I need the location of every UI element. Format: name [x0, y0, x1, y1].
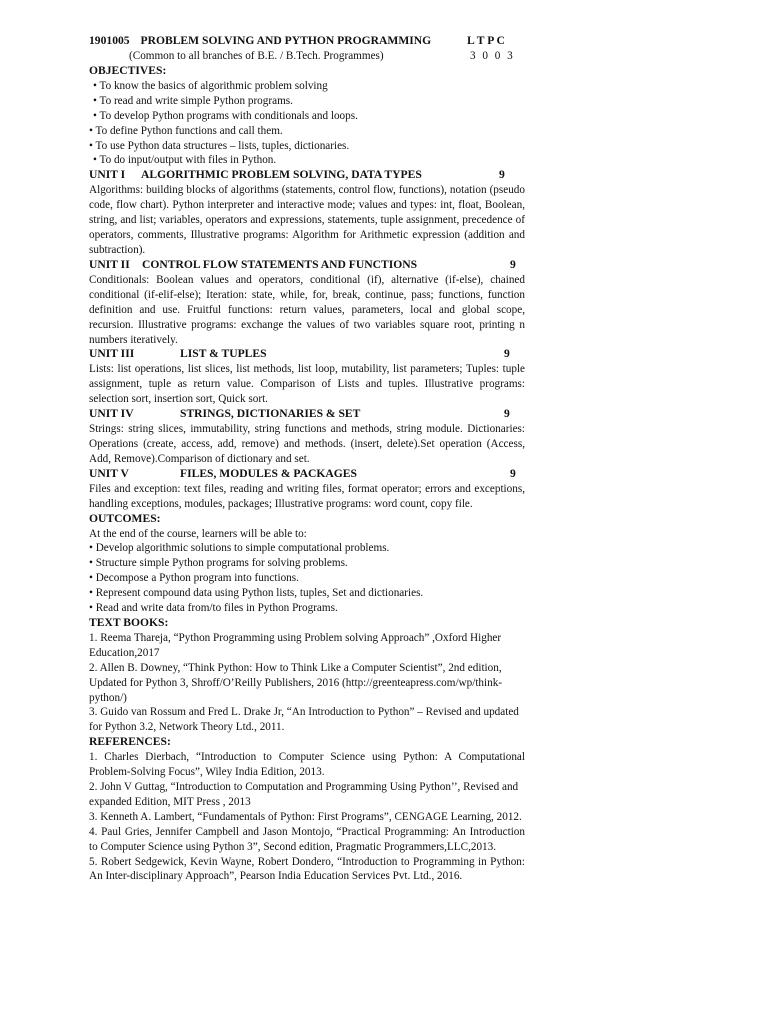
outcomes-intro: At the end of the course, learners will be able to:: [89, 527, 307, 540]
unit-number: UNIT V: [89, 466, 129, 480]
course-header: [89, 34, 525, 49]
unit-body: Conditionals: Boolean values and operators, conditional (if), alternative (if-else), chained conditional (if-elif-else); Iteration: state, while, for, break, continue, pass; functions, function definition and use. Fruitful functions: return values, parameters, local and global scope, recursion. Illustrative programs: exchange the values of two variables square root, printing n numbers iteratively.: [89, 273, 525, 346]
unit-heading: [89, 407, 525, 422]
ltpc-label: L T P C: [467, 34, 505, 47]
objective-item: • To know the basics of algorithmic problem solving: [93, 79, 328, 92]
textbooks-heading: TEXT BOOKS:: [89, 616, 169, 629]
objective-item: • To define Python functions and call them.: [89, 124, 283, 137]
course-credits: 3 0 0 3: [470, 50, 515, 62]
outcome-item: • Represent compound data using Python lists, tuples, Set and dictionaries.: [89, 587, 424, 600]
unit-body: Algorithms: building blocks of algorithms (statements, control flow, functions), notation (pseudo code, flow chart). Python interpreter and interactive mode; values and types: int, float, Boolean, string, and list; variables, operators and expressions, statements, tuple assignment, precedence of operators, comments, Illustrative programs: Algorithm for Arithmetic expression (addition and subtraction).: [89, 184, 525, 256]
course-applicability: (Common to all branches of B.E. / B.Tech. Programmes): [129, 50, 384, 62]
unit-heading: [89, 467, 525, 482]
unit-number: UNIT II: [89, 257, 130, 271]
unit-heading: [89, 258, 525, 273]
unit-title: FILES, MODULES & PACKAGES: [180, 466, 357, 480]
unit-heading: [89, 168, 525, 183]
unit-number: UNIT IV: [89, 407, 134, 421]
outcome-item: • Develop algorithmic solutions to simple computational problems.: [89, 542, 390, 555]
syllabus-content: [89, 34, 525, 884]
unit-heading: [89, 347, 525, 362]
outcome-item: • Read and write data from/to files in Python Programs.: [89, 602, 338, 615]
textbook-item: 3. Guido van Rossum and Fred L. Drake Jr, “An Introduction to Python” – Revised and updated for Python 3.2, Network Theory Ltd., 2011.: [89, 706, 519, 734]
textbook-item: 2. Allen B. Downey, “Think Python: How to Think Like a Computer Scientist”, 2nd edition, Updated for Python 3, Shroff/O’Reilly Publishers, 2016 (http://greenteapress.com/wp/think-python/): [89, 661, 503, 704]
unit-body: Strings: string slices, immutability, string functions and methods, string module. Dictionaries: Operations (create, access, add, remove) and methods. (insert, delete).Set operation (Access, Add, Remove).Comparison of dictionary and set.: [89, 423, 525, 465]
reference-item: 1. Charles Dierbach, “Introduction to Computer Science using Python: A Computational Problem-Solving Focus”, Wiley India Edition, 2013.: [89, 751, 525, 779]
textbook-item: 1. Reema Thareja, “Python Programming using Problem solving Approach” ,Oxford Higher Education,2017: [89, 631, 502, 659]
unit-title: CONTROL FLOW STATEMENTS AND FUNCTIONS: [142, 257, 418, 271]
objective-item: • To develop Python programs with conditionals and loops.: [93, 109, 358, 122]
unit-hours: 9: [504, 347, 510, 361]
reference-item: 2. John V Guttag, “Introduction to Computation and Programming Using Python’’, Revised and expanded Edition, MIT Press , 2013: [89, 780, 519, 808]
unit-hours: 9: [499, 168, 505, 182]
reference-item: 5. Robert Sedgewick, Kevin Wayne, Robert Dondero, “Introduction to Programming in Python: An Inter-disciplinary Approach”, Pearson India Education Services Pvt. Ltd., 2016.: [89, 855, 525, 883]
outcome-item: • Decompose a Python program into functions.: [89, 572, 299, 585]
objective-item: • To do input/output with files in Python.: [93, 154, 277, 167]
objective-item: • To read and write simple Python programs.: [93, 94, 293, 107]
unit-title: LIST & TUPLES: [180, 347, 267, 361]
unit-hours: 9: [510, 466, 516, 480]
outcomes-heading: OUTCOMES:: [89, 511, 161, 525]
unit-body: Lists: list operations, list slices, list methods, list loop, mutability, list parameters; Tuples: tuple assignment, tuple as return value. Comparison of Lists and tuples. Illustrative programs: selection sort, insertion sort, Quick sort.: [89, 363, 525, 406]
unit-title: ALGORITHMIC PROBLEM SOLVING, DATA TYPES: [141, 168, 422, 182]
objectives-heading: OBJECTIVES:: [89, 64, 167, 77]
outcome-item: • Structure simple Python programs for solving problems.: [89, 557, 348, 570]
reference-item: 3. Kenneth A. Lambert, “Fundamentals of Python: First Programs”, CENGAGE Learning, 2012.: [89, 810, 522, 823]
unit-body: Files and exception: text files, reading and writing files, format operator; errors and exceptions, handling exceptions, modules, packages; Illustrative programs: word count, copy file.: [89, 482, 525, 510]
unit-number: UNIT I: [89, 168, 126, 182]
objective-item: • To use Python data structures – lists, tuples, dictionaries.: [89, 139, 350, 152]
course-subheader: [89, 49, 525, 64]
unit-title: STRINGS, DICTIONARIES & SET: [180, 407, 361, 421]
references-heading: REFERENCES:: [89, 735, 171, 749]
unit-number: UNIT III: [89, 347, 135, 361]
unit-hours: 9: [510, 257, 516, 271]
course-code: 1901005: [89, 34, 130, 47]
course-title: PROBLEM SOLVING AND PYTHON PROGRAMMING: [140, 34, 432, 47]
unit-hours: 9: [504, 407, 510, 421]
reference-item: 4. Paul Gries, Jennifer Campbell and Jason Montojo, “Practical Programming: An Introduction to Computer Science using Python 3”, Second edition, Pragmatic Programmers,LLC,2013.: [89, 825, 525, 853]
